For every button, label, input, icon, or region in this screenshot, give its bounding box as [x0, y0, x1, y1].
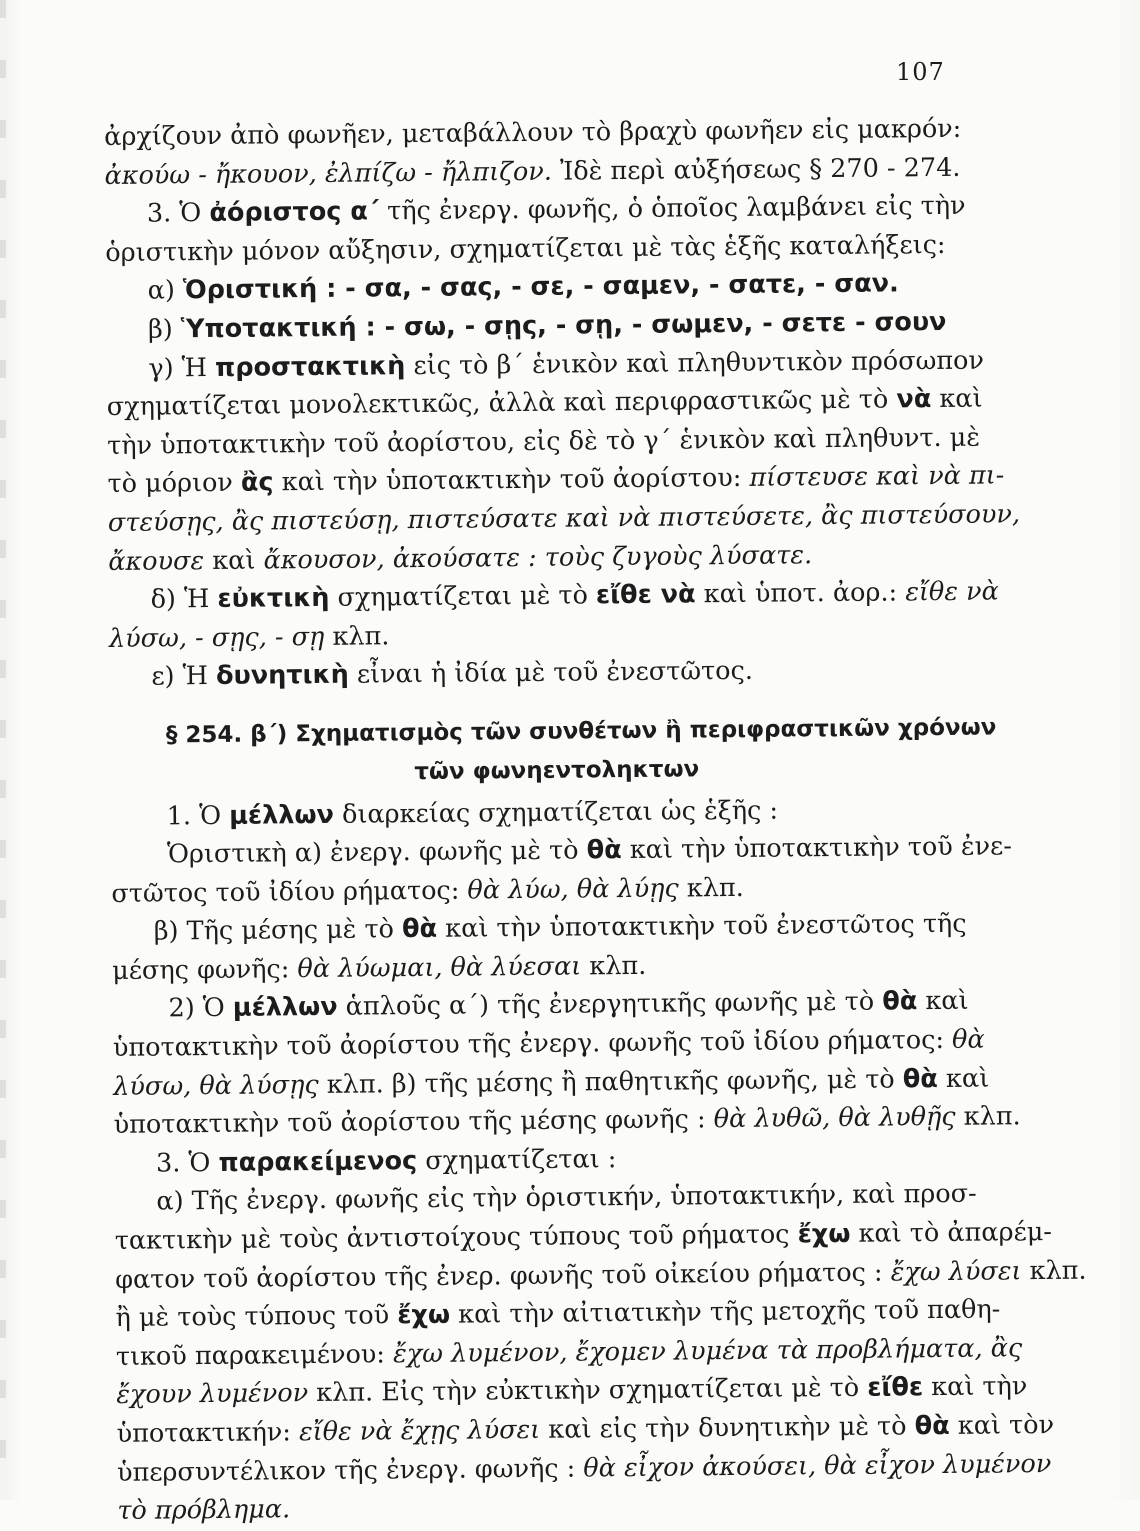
italic-example: λύσω, θὰ λύσῃς: [113, 1069, 319, 1102]
text-span: § 254. β΄) Σχηματισμὸς τῶν συνθέτων ἢ περιφραστικῶν χρόνων: [165, 714, 997, 749]
text-span: γ) Ἡ: [148, 352, 216, 384]
italic-example: τὸ πρόβλημα.: [117, 1494, 291, 1527]
text-span: ἁπλοῦς α΄) τῆς ἐνεργητικῆς φωνῆς μὲ τὸ: [337, 987, 883, 1023]
text-span: τῶν φωνηεντοληκτων: [414, 755, 700, 785]
bold-term: Ὑποτακτική : - σω, - σῃς, - σῃ, - σωμεν, - σετε - σουν: [180, 306, 947, 345]
text-span: β): [147, 314, 181, 345]
bold-term: μέλλων: [229, 799, 335, 831]
bold-term: θὰ: [586, 835, 622, 866]
text-span: φατον τοῦ ἀορίστου τῆς ἐνερ. φωνῆς τοῦ οἰκείου ρήματος :: [115, 1257, 891, 1295]
text-span: β) Τῆς μέσης μὲ τὸ: [153, 914, 403, 947]
italic-example: ἀκούω - ἤκουον, ἐλπίζω - ἤλπιζον.: [104, 156, 553, 191]
text-span: καὶ τὴν ὑποτακτικὴν τοῦ ἀορίστου:: [273, 463, 750, 498]
text-span: καὶ τὴν: [922, 1371, 1028, 1403]
text-span: τακτικὴν μὲ τοὺς ἀντιστοίχους τύπους τοῦ ρήματος: [114, 1219, 798, 1256]
text-span: κλπ.: [678, 872, 744, 904]
italic-example: πίστευσε καὶ νὰ πι-: [749, 460, 1005, 494]
text-span: τὴν ὑποτακτικὴν τοῦ ἀορίστου, εἰς δὲ τὸ γ΄ ἑνικὸν καὶ πληθυντ. μὲ: [107, 422, 981, 461]
text-span: τὸ μόριον: [107, 468, 242, 500]
bold-term: παρακείμενος: [218, 1145, 418, 1178]
text-span: α) Τῆς ἐνεργ. φωνῆς εἰς τὴν ὁριστικήν, ὑποτακτικήν, καὶ προσ-: [156, 1179, 977, 1217]
bold-term: ἀόριστος α΄: [209, 196, 380, 229]
bold-term: θὰ: [914, 1410, 950, 1442]
text-span: ὁριστικὴν μόνον αὔξησιν, σχηματίζεται μὲ τὰς ἑξῆς καταλήξεις:: [105, 229, 946, 268]
text-span: ὑπερσυντέλικον τῆς ἐνεργ. φωνῆς :: [116, 1453, 584, 1488]
text-span: κλπ.: [955, 1101, 1021, 1133]
text-span: εἶναι ἡ ἰδία μὲ τοῦ ἐνεστῶτος.: [348, 656, 754, 690]
italic-example: θὰ λύω, θὰ λύῃς: [467, 873, 679, 906]
text-span: ὑποτακτικὴν τοῦ ἀορίστου τῆς μέσης φωνῆς :: [113, 1104, 714, 1141]
text-span: 3. Ὁ: [155, 1147, 219, 1179]
text-span: καὶ εἰς τὴν δυνητικὴν μὲ τὸ: [540, 1411, 915, 1445]
bold-term: θὰ: [401, 914, 438, 945]
text-span: καὶ: [917, 986, 969, 1017]
bold-term: ἔχω: [397, 1299, 451, 1331]
text-span: καὶ τὸν: [949, 1409, 1055, 1441]
text-span: διαρκείας σχηματίζεται ὡς ἑξῆς :: [333, 795, 779, 830]
text-span: ὑποτακτικὴν τοῦ ἀορίστου τῆς ἐνεργ. φωνῆς τοῦ ἰδίου ρήματος:: [112, 1024, 953, 1064]
text-span: καὶ τὴν αἰτιατικὴν τῆς μετοχῆς τοῦ παθη-: [449, 1294, 1001, 1330]
text-span: ὑποτακτικήν:: [116, 1417, 300, 1449]
text-span: καὶ τὸ ἀπαρέμ-: [850, 1216, 1053, 1249]
text-span: τῆς ἐνεργ. φωνῆς, ὁ ὁποῖος λαμβάνει εἰς τὴν: [378, 190, 966, 227]
bold-term: νὰ: [896, 384, 932, 415]
text-span: καὶ: [931, 383, 983, 415]
text-span: 1. Ὁ: [166, 800, 230, 831]
text-span: Ἰδὲ περὶ αὐξήσεως § 270 - 274.: [551, 152, 961, 187]
text-span: ε) Ἡ: [151, 661, 217, 692]
text-span: καὶ: [937, 1063, 990, 1094]
page-number: 107: [896, 58, 945, 86]
italic-example: ἔχω λυμένον, ἔχομεν λυμένα τὰ προβλήματα, ἂς: [392, 1333, 1023, 1370]
text-span: ἢ μὲ τοὺς τύπους τοῦ: [115, 1300, 398, 1334]
text-span: κλπ.: [1021, 1255, 1087, 1286]
italic-example: θὰ λύωμαι, θὰ λύεσαι: [297, 951, 582, 985]
bold-term: ἂς: [240, 467, 274, 499]
bold-term: Ὁριστική : - σα, - σας, - σε, - σαμεν, - σατε, - σαν.: [182, 268, 899, 306]
bold-term: θὰ: [902, 1063, 938, 1095]
italic-example: εἴθε νὰ: [905, 576, 999, 608]
italic-example: στεύσῃς, ἂς πιστεύσῃ, πιστεύσατε καὶ νὰ πιστεύσετε, ἂς πιστεύσουν,: [107, 499, 1021, 538]
italic-example: ἄκουσον, ἀκούσατε : τοὺς ζυγοὺς λύσατε.: [263, 539, 813, 576]
bold-term: μέλλων: [232, 992, 338, 1024]
text-span: καὶ τὴν ὑποτακτικὴν τοῦ ἐνε-: [621, 831, 1013, 866]
italic-example: θὰ λυθῶ, θὰ λυθῇς: [713, 1102, 956, 1135]
text-span: κλπ. Εἰς τὴν εὐκτικὴν σχηματίζεται μὲ τὸ: [307, 1373, 868, 1409]
text-span: κλπ.: [324, 621, 390, 652]
italic-example: θὰ εἶχον ἀκούσει, θὰ εἶχον λυμένον: [583, 1448, 1052, 1484]
text-span: Ὁριστικὴ α) ἐνεργ. φωνῆς μὲ τὸ: [166, 835, 587, 870]
italic-example: ἔχω λύσει: [890, 1255, 1022, 1288]
body-text: [104, 110, 1087, 1531]
text-span: σχηματίζεται :: [417, 1143, 617, 1176]
text-span: α): [147, 275, 184, 306]
text-span: μέσης φωνῆς:: [112, 954, 298, 986]
italic-example: ἔχουν λυμένον: [116, 1378, 309, 1411]
text-span: καὶ ὑποτ. ἀορ.:: [695, 577, 906, 610]
italic-example: εἴθε νὰ ἔχῃς λύσει: [298, 1414, 541, 1448]
text-span: κλπ. β) τῆς μέσης ἢ παθητικῆς φωνῆς, μὲ τὸ: [318, 1064, 903, 1100]
text-span: ἀρχίζουν ἀπὸ φωνῆεν, μεταβάλλουν τὸ βραχὺ φωνῆεν εἰς μακρόν:: [104, 113, 962, 152]
text-line: [117, 1484, 987, 1531]
bold-term: δυνητικὴ: [215, 659, 349, 692]
bold-term: ἔχω: [797, 1218, 851, 1250]
text-span: σχηματίζεται μὲ τὸ: [329, 580, 597, 613]
bold-term: προστακτικὴ: [214, 350, 406, 383]
bold-term: εἴθε νὰ: [595, 579, 696, 611]
text-span: κλπ.: [581, 950, 647, 982]
text-span: εἰς τὸ β΄ ἑνικὸν καὶ πληθυντικὸν πρόσωπον: [405, 345, 985, 381]
text-span: καὶ: [203, 545, 264, 576]
text-span: 2) Ὁ: [168, 993, 234, 1024]
text-span: σχηματίζεται μονολεκτικῶς, ἀλλὰ καὶ περιφραστικῶς μὲ τὸ: [106, 384, 897, 423]
italic-example: θὰ: [951, 1024, 985, 1055]
text-span: στῶτος τοῦ ἰδίου ρήματος:: [111, 875, 468, 909]
italic-example: ἄκουσε: [108, 545, 205, 577]
bold-term: εὐκτικὴ: [217, 582, 330, 615]
text-span: τικοῦ παρακειμένου:: [115, 1339, 394, 1372]
bold-term: θὰ: [882, 986, 918, 1018]
bold-term: εἴθε: [867, 1372, 924, 1404]
page-binding-edge: [0, 0, 6, 1500]
italic-example: λύσω, - σῃς, - σῃ: [108, 621, 325, 654]
text-span: 3. Ὁ: [146, 198, 210, 229]
text-span: καὶ τὴν ὑποτακτικὴν τοῦ ἐνεστῶτος τῆς: [436, 909, 967, 945]
text-span: δ) Ἡ: [150, 584, 218, 615]
